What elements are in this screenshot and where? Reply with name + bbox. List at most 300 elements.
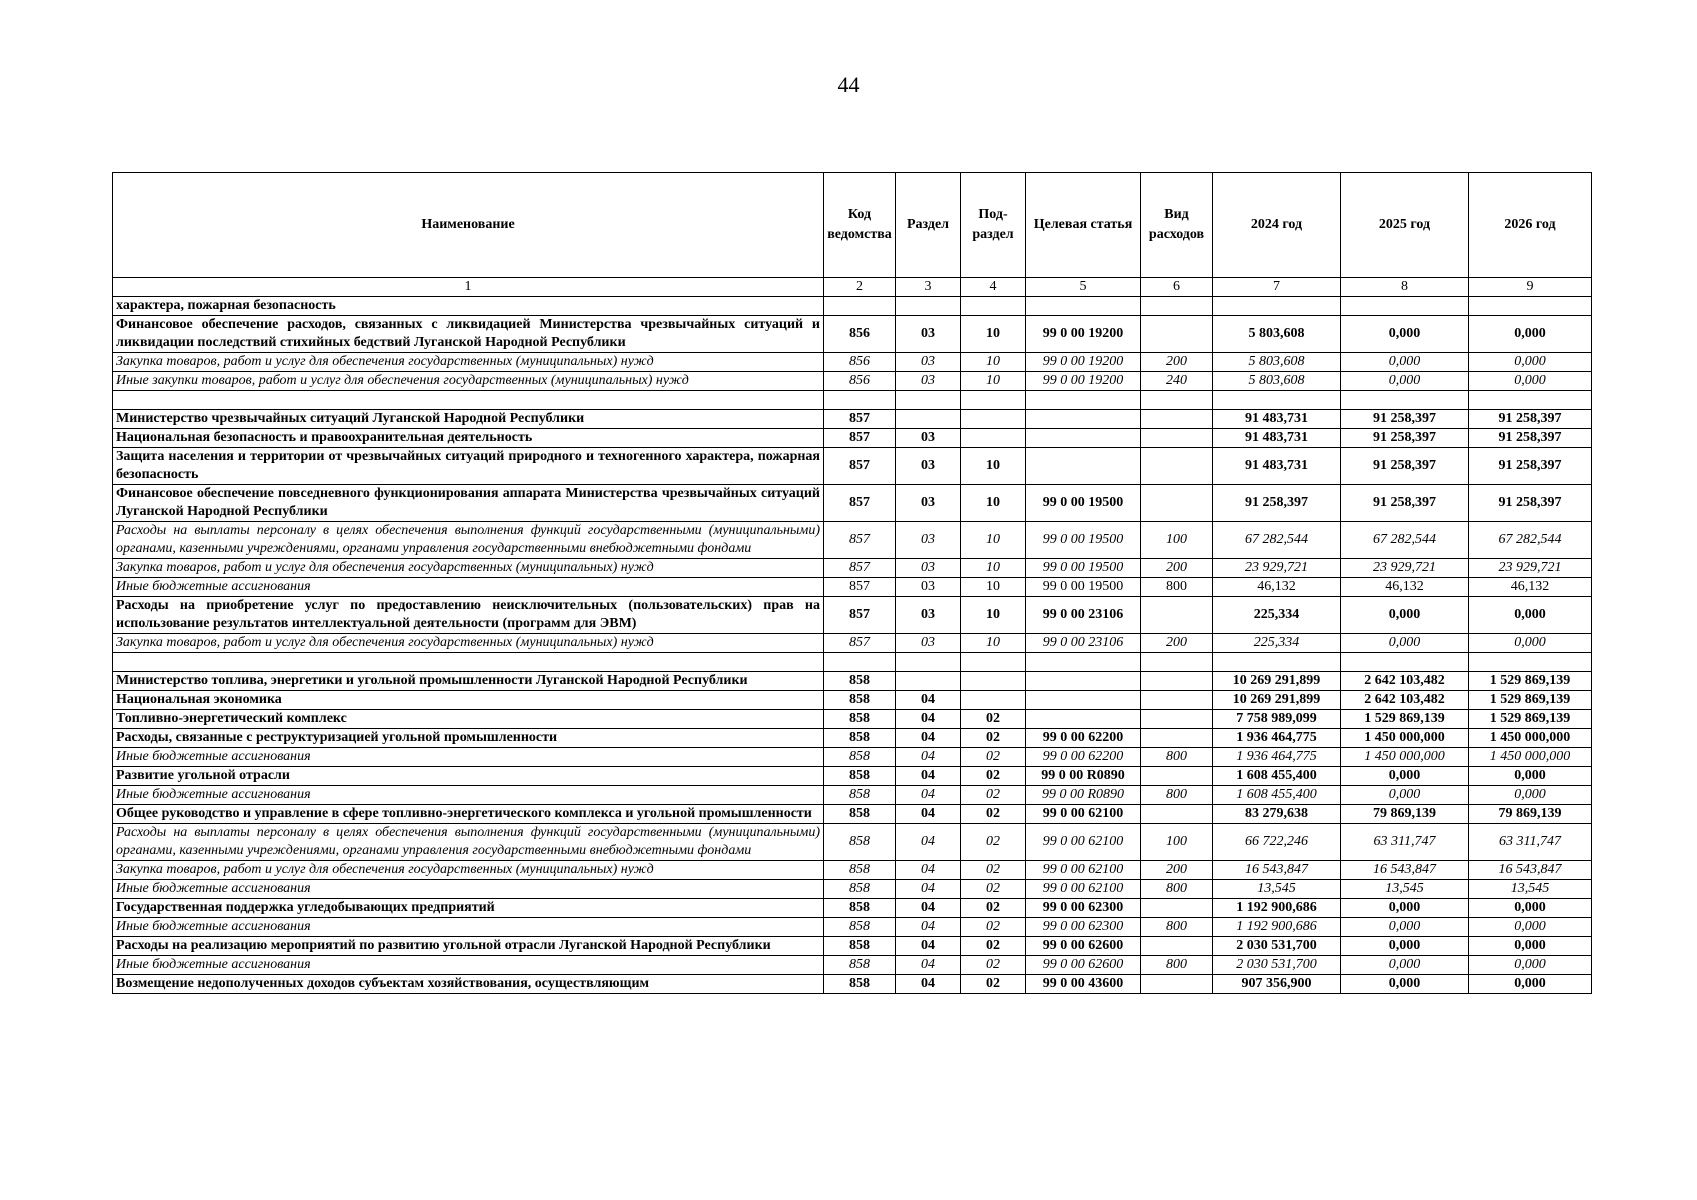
row-subsection: 02 <box>961 805 1026 824</box>
header-year-2026: 2026 год <box>1469 173 1592 278</box>
row-value-2025 <box>1341 653 1469 672</box>
row-name: Защита населения и территории от чрезвычайных ситуаций природного и техногенного характера, пожарная безопасность <box>113 448 824 485</box>
row-dept-code: 858 <box>824 918 896 937</box>
row-value-2024: 1 192 900,686 <box>1213 918 1341 937</box>
row-expense-kind <box>1141 710 1213 729</box>
row-name: Финансовое обеспечение расходов, связанных с ликвидацией Министерства чрезвычайных ситуаций и ликвидации последствий стихийных бедствий Луганской Народной Республики <box>113 316 824 353</box>
row-expense-kind <box>1141 767 1213 786</box>
row-value-2026: 0,000 <box>1469 372 1592 391</box>
table-row <box>113 578 1592 597</box>
row-name <box>113 653 824 672</box>
blank-row <box>113 391 1592 410</box>
row-value-2024: 91 258,397 <box>1213 485 1341 522</box>
row-value-2025: 0,000 <box>1341 316 1469 353</box>
row-value-2026: 1 529 869,139 <box>1469 672 1592 691</box>
row-target-article <box>1026 391 1141 410</box>
row-target-article <box>1026 448 1141 485</box>
row-value-2024: 10 269 291,899 <box>1213 691 1341 710</box>
table-body <box>113 297 1592 994</box>
row-dept-code: 857 <box>824 597 896 634</box>
row-dept-code: 858 <box>824 824 896 861</box>
row-section: 03 <box>896 316 961 353</box>
table-row <box>113 918 1592 937</box>
row-value-2025: 0,000 <box>1341 634 1469 653</box>
column-number: 7 <box>1213 278 1341 297</box>
row-section: 04 <box>896 767 961 786</box>
row-value-2024 <box>1213 297 1341 316</box>
row-target-article: 99 0 00 23106 <box>1026 634 1141 653</box>
row-section <box>896 672 961 691</box>
row-value-2026: 79 869,139 <box>1469 805 1592 824</box>
row-value-2025: 0,000 <box>1341 975 1469 994</box>
row-expense-kind <box>1141 729 1213 748</box>
table-row <box>113 748 1592 767</box>
row-section: 03 <box>896 372 961 391</box>
row-value-2024: 5 803,608 <box>1213 316 1341 353</box>
row-name: Иные бюджетные ассигнования <box>113 748 824 767</box>
table-row <box>113 429 1592 448</box>
row-value-2026: 46,132 <box>1469 578 1592 597</box>
row-section: 04 <box>896 880 961 899</box>
row-value-2026: 1 529 869,139 <box>1469 710 1592 729</box>
table-row <box>113 316 1592 353</box>
row-value-2024: 91 483,731 <box>1213 410 1341 429</box>
row-name: Министерство топлива, энергетики и угольной промышленности Луганской Народной Республики <box>113 672 824 691</box>
row-target-article: 99 0 00 62600 <box>1026 956 1141 975</box>
column-number-row <box>113 278 1592 297</box>
row-value-2026: 63 311,747 <box>1469 824 1592 861</box>
row-section: 03 <box>896 485 961 522</box>
row-section: 04 <box>896 956 961 975</box>
row-value-2024: 907 356,900 <box>1213 975 1341 994</box>
column-number: 5 <box>1026 278 1141 297</box>
row-target-article: 99 0 00 43600 <box>1026 975 1141 994</box>
row-expense-kind <box>1141 391 1213 410</box>
row-subsection: 02 <box>961 956 1026 975</box>
row-name <box>113 391 824 410</box>
row-dept-code: 856 <box>824 353 896 372</box>
row-target-article: 99 0 00 62300 <box>1026 899 1141 918</box>
row-value-2026: 0,000 <box>1469 937 1592 956</box>
table-row <box>113 899 1592 918</box>
row-name: Расходы на приобретение услуг по предоставлению неисключительных (пользовательских) прав на использование результатов интеллектуальной деятельности (программ для ЭВМ) <box>113 597 824 634</box>
row-subsection: 10 <box>961 597 1026 634</box>
column-number: 6 <box>1141 278 1213 297</box>
row-value-2026: 0,000 <box>1469 899 1592 918</box>
row-value-2024: 91 483,731 <box>1213 429 1341 448</box>
row-name: Расходы на реализацию мероприятий по развитию угольной отрасли Луганской Народной Республики <box>113 937 824 956</box>
row-section: 03 <box>896 353 961 372</box>
row-target-article: 99 0 00 R0890 <box>1026 786 1141 805</box>
row-section: 04 <box>896 786 961 805</box>
row-expense-kind <box>1141 653 1213 672</box>
row-expense-kind: 800 <box>1141 956 1213 975</box>
row-target-article: 99 0 00 62300 <box>1026 918 1141 937</box>
table-row <box>113 937 1592 956</box>
row-name: Иные бюджетные ассигнования <box>113 578 824 597</box>
row-target-article: 99 0 00 62100 <box>1026 880 1141 899</box>
row-subsection <box>961 391 1026 410</box>
row-name: Развитие угольной отрасли <box>113 767 824 786</box>
blank-row <box>113 653 1592 672</box>
row-value-2025: 46,132 <box>1341 578 1469 597</box>
row-dept-code: 858 <box>824 691 896 710</box>
row-section: 04 <box>896 729 961 748</box>
row-expense-kind <box>1141 937 1213 956</box>
row-subsection: 02 <box>961 937 1026 956</box>
row-expense-kind <box>1141 448 1213 485</box>
row-value-2024: 16 543,847 <box>1213 861 1341 880</box>
row-value-2025: 0,000 <box>1341 786 1469 805</box>
row-dept-code: 858 <box>824 899 896 918</box>
row-value-2025: 0,000 <box>1341 597 1469 634</box>
table-row <box>113 975 1592 994</box>
row-target-article <box>1026 429 1141 448</box>
row-target-article: 99 0 00 R0890 <box>1026 767 1141 786</box>
row-target-article: 99 0 00 19200 <box>1026 353 1141 372</box>
row-name: Закупка товаров, работ и услуг для обеспечения государственных (муниципальных) нужд <box>113 861 824 880</box>
row-name: Иные бюджетные ассигнования <box>113 786 824 805</box>
row-subsection: 10 <box>961 634 1026 653</box>
row-target-article: 99 0 00 19500 <box>1026 559 1141 578</box>
row-target-article <box>1026 691 1141 710</box>
row-expense-kind: 100 <box>1141 522 1213 559</box>
row-section: 04 <box>896 899 961 918</box>
row-target-article: 99 0 00 62100 <box>1026 805 1141 824</box>
row-value-2025: 0,000 <box>1341 353 1469 372</box>
row-value-2024: 5 803,608 <box>1213 353 1341 372</box>
row-expense-kind: 800 <box>1141 748 1213 767</box>
row-name: Иные бюджетные ассигнования <box>113 880 824 899</box>
row-value-2026: 1 450 000,000 <box>1469 748 1592 767</box>
row-value-2025: 91 258,397 <box>1341 410 1469 429</box>
row-dept-code: 857 <box>824 578 896 597</box>
row-section: 03 <box>896 597 961 634</box>
row-value-2026: 91 258,397 <box>1469 410 1592 429</box>
column-number: 9 <box>1469 278 1592 297</box>
row-value-2025: 1 450 000,000 <box>1341 729 1469 748</box>
row-value-2026: 91 258,397 <box>1469 485 1592 522</box>
row-name: Национальная экономика <box>113 691 824 710</box>
row-expense-kind: 200 <box>1141 861 1213 880</box>
row-value-2024: 23 929,721 <box>1213 559 1341 578</box>
row-expense-kind: 800 <box>1141 880 1213 899</box>
table-row <box>113 522 1592 559</box>
table-row <box>113 786 1592 805</box>
row-expense-kind: 100 <box>1141 824 1213 861</box>
row-target-article: 99 0 00 62600 <box>1026 937 1141 956</box>
table-row <box>113 410 1592 429</box>
row-name: Закупка товаров, работ и услуг для обеспечения государственных (муниципальных) нужд <box>113 559 824 578</box>
row-dept-code: 858 <box>824 975 896 994</box>
table-row <box>113 880 1592 899</box>
row-target-article: 99 0 00 62200 <box>1026 748 1141 767</box>
row-value-2024: 1 936 464,775 <box>1213 729 1341 748</box>
row-expense-kind: 800 <box>1141 786 1213 805</box>
row-target-article: 99 0 00 19500 <box>1026 578 1141 597</box>
row-subsection: 02 <box>961 899 1026 918</box>
row-expense-kind <box>1141 316 1213 353</box>
table-row <box>113 297 1592 316</box>
table-row <box>113 767 1592 786</box>
row-value-2025: 63 311,747 <box>1341 824 1469 861</box>
row-value-2026 <box>1469 391 1592 410</box>
row-target-article: 99 0 00 19500 <box>1026 485 1141 522</box>
row-name: Общее руководство и управление в сфере топливно-энергетического комплекса и угольной промышленности <box>113 805 824 824</box>
row-section <box>896 410 961 429</box>
row-value-2026: 0,000 <box>1469 353 1592 372</box>
row-name: Национальная безопасность и правоохранительная деятельность <box>113 429 824 448</box>
row-value-2024: 1 608 455,400 <box>1213 767 1341 786</box>
row-value-2025: 91 258,397 <box>1341 429 1469 448</box>
row-value-2026: 91 258,397 <box>1469 448 1592 485</box>
row-value-2024: 1 192 900,686 <box>1213 899 1341 918</box>
table-row <box>113 805 1592 824</box>
row-target-article <box>1026 672 1141 691</box>
row-subsection: 10 <box>961 353 1026 372</box>
table-row <box>113 353 1592 372</box>
row-section: 04 <box>896 937 961 956</box>
row-subsection: 02 <box>961 880 1026 899</box>
row-value-2026: 0,000 <box>1469 634 1592 653</box>
row-subsection: 02 <box>961 824 1026 861</box>
row-dept-code: 857 <box>824 559 896 578</box>
row-section: 04 <box>896 805 961 824</box>
row-value-2024: 7 758 989,099 <box>1213 710 1341 729</box>
row-value-2026: 13,545 <box>1469 880 1592 899</box>
row-value-2026: 0,000 <box>1469 786 1592 805</box>
row-dept-code: 858 <box>824 786 896 805</box>
header-expense-kind: Вид расходов <box>1141 173 1213 278</box>
row-section: 03 <box>896 522 961 559</box>
row-dept-code: 857 <box>824 634 896 653</box>
row-value-2025 <box>1341 297 1469 316</box>
row-section: 03 <box>896 429 961 448</box>
row-value-2024: 10 269 291,899 <box>1213 672 1341 691</box>
row-expense-kind <box>1141 805 1213 824</box>
row-subsection: 10 <box>961 578 1026 597</box>
row-name: Иные закупки товаров, работ и услуг для обеспечения государственных (муниципальных) нужд <box>113 372 824 391</box>
row-subsection <box>961 429 1026 448</box>
row-dept-code: 858 <box>824 710 896 729</box>
row-value-2024: 5 803,608 <box>1213 372 1341 391</box>
row-value-2026: 0,000 <box>1469 767 1592 786</box>
table-row <box>113 672 1592 691</box>
row-value-2025: 0,000 <box>1341 937 1469 956</box>
row-value-2026: 1 529 869,139 <box>1469 691 1592 710</box>
row-dept-code <box>824 653 896 672</box>
row-dept-code <box>824 297 896 316</box>
row-value-2026: 0,000 <box>1469 597 1592 634</box>
row-value-2026: 91 258,397 <box>1469 429 1592 448</box>
row-dept-code: 858 <box>824 767 896 786</box>
row-dept-code: 858 <box>824 956 896 975</box>
row-expense-kind <box>1141 429 1213 448</box>
row-subsection: 02 <box>961 767 1026 786</box>
row-value-2026: 0,000 <box>1469 975 1592 994</box>
header-year-2025: 2025 год <box>1341 173 1469 278</box>
row-section: 04 <box>896 824 961 861</box>
row-target-article: 99 0 00 19500 <box>1026 522 1141 559</box>
row-subsection <box>961 672 1026 691</box>
row-name: Расходы на выплаты персоналу в целях обеспечения выполнения функций государственными (муниципальными) органами, казенными учреждениями, органами управления государственными внебюджетными фондами <box>113 522 824 559</box>
row-value-2024: 2 030 531,700 <box>1213 937 1341 956</box>
row-expense-kind: 800 <box>1141 918 1213 937</box>
page-number: 44 <box>837 72 860 97</box>
row-dept-code: 858 <box>824 729 896 748</box>
row-expense-kind: 200 <box>1141 559 1213 578</box>
row-subsection <box>961 691 1026 710</box>
row-name: Министерство чрезвычайных ситуаций Луганской Народной Республики <box>113 410 824 429</box>
row-name: Расходы, связанные с реструктуризацией угольной промышленности <box>113 729 824 748</box>
row-expense-kind: 240 <box>1141 372 1213 391</box>
row-subsection: 10 <box>961 448 1026 485</box>
row-expense-kind <box>1141 691 1213 710</box>
row-value-2025: 13,545 <box>1341 880 1469 899</box>
row-expense-kind <box>1141 297 1213 316</box>
column-number: 8 <box>1341 278 1469 297</box>
row-expense-kind <box>1141 975 1213 994</box>
row-value-2026: 0,000 <box>1469 956 1592 975</box>
row-subsection: 02 <box>961 786 1026 805</box>
row-section: 04 <box>896 918 961 937</box>
table-row <box>113 485 1592 522</box>
header-target-article: Целевая статья <box>1026 173 1141 278</box>
row-expense-kind: 200 <box>1141 353 1213 372</box>
row-value-2026 <box>1469 297 1592 316</box>
row-expense-kind: 200 <box>1141 634 1213 653</box>
header-row <box>113 173 1592 278</box>
row-value-2025: 16 543,847 <box>1341 861 1469 880</box>
row-dept-code: 858 <box>824 672 896 691</box>
row-target-article <box>1026 653 1141 672</box>
row-value-2026: 23 929,721 <box>1469 559 1592 578</box>
row-section <box>896 297 961 316</box>
table-row <box>113 448 1592 485</box>
row-value-2025: 67 282,544 <box>1341 522 1469 559</box>
table-row <box>113 559 1592 578</box>
row-value-2025: 0,000 <box>1341 767 1469 786</box>
row-subsection: 10 <box>961 559 1026 578</box>
row-value-2025: 0,000 <box>1341 899 1469 918</box>
header-dept-code: Код ведомства <box>824 173 896 278</box>
row-subsection: 02 <box>961 918 1026 937</box>
row-dept-code: 857 <box>824 522 896 559</box>
row-section: 04 <box>896 861 961 880</box>
table-row <box>113 634 1592 653</box>
row-dept-code: 857 <box>824 410 896 429</box>
row-subsection <box>961 410 1026 429</box>
header-section: Раздел <box>896 173 961 278</box>
row-subsection <box>961 653 1026 672</box>
row-value-2024: 83 279,638 <box>1213 805 1341 824</box>
row-target-article <box>1026 297 1141 316</box>
header-name: Наименование <box>113 173 824 278</box>
row-value-2024: 225,334 <box>1213 597 1341 634</box>
row-section: 03 <box>896 559 961 578</box>
row-section: 04 <box>896 975 961 994</box>
row-section: 04 <box>896 691 961 710</box>
row-name: Иные бюджетные ассигнования <box>113 956 824 975</box>
table-row <box>113 824 1592 861</box>
row-target-article: 99 0 00 19200 <box>1026 316 1141 353</box>
row-subsection: 02 <box>961 975 1026 994</box>
row-value-2025: 91 258,397 <box>1341 485 1469 522</box>
row-value-2026: 0,000 <box>1469 918 1592 937</box>
row-value-2026: 67 282,544 <box>1469 522 1592 559</box>
row-dept-code: 858 <box>824 861 896 880</box>
row-value-2024: 67 282,544 <box>1213 522 1341 559</box>
row-value-2024: 13,545 <box>1213 880 1341 899</box>
table-row <box>113 710 1592 729</box>
row-expense-kind: 800 <box>1141 578 1213 597</box>
row-name: Возмещение недополученных доходов субъектам хозяйствования, осуществляющим <box>113 975 824 994</box>
row-value-2024: 2 030 531,700 <box>1213 956 1341 975</box>
row-target-article: 99 0 00 62100 <box>1026 824 1141 861</box>
row-section: 03 <box>896 448 961 485</box>
row-expense-kind <box>1141 899 1213 918</box>
row-subsection: 02 <box>961 861 1026 880</box>
column-number: 2 <box>824 278 896 297</box>
row-value-2024: 1 608 455,400 <box>1213 786 1341 805</box>
row-dept-code: 858 <box>824 880 896 899</box>
row-value-2024 <box>1213 653 1341 672</box>
row-value-2025: 1 529 869,139 <box>1341 710 1469 729</box>
row-expense-kind <box>1141 672 1213 691</box>
row-subsection: 10 <box>961 522 1026 559</box>
column-number: 3 <box>896 278 961 297</box>
table-row <box>113 861 1592 880</box>
row-value-2025: 23 929,721 <box>1341 559 1469 578</box>
column-number: 1 <box>113 278 824 297</box>
row-dept-code: 857 <box>824 448 896 485</box>
row-value-2024: 1 936 464,775 <box>1213 748 1341 767</box>
row-section: 04 <box>896 748 961 767</box>
row-section <box>896 391 961 410</box>
row-dept-code: 858 <box>824 805 896 824</box>
row-subsection: 02 <box>961 748 1026 767</box>
table-row <box>113 597 1592 634</box>
row-name: Иные бюджетные ассигнования <box>113 918 824 937</box>
row-value-2026: 0,000 <box>1469 316 1592 353</box>
row-value-2025: 2 642 103,482 <box>1341 672 1469 691</box>
row-expense-kind <box>1141 597 1213 634</box>
table-row <box>113 729 1592 748</box>
row-dept-code: 857 <box>824 485 896 522</box>
row-section <box>896 653 961 672</box>
column-number: 4 <box>961 278 1026 297</box>
row-target-article: 99 0 00 23106 <box>1026 597 1141 634</box>
row-value-2024: 225,334 <box>1213 634 1341 653</box>
row-expense-kind <box>1141 485 1213 522</box>
row-target-article: 99 0 00 19200 <box>1026 372 1141 391</box>
row-subsection: 10 <box>961 372 1026 391</box>
row-target-article <box>1026 410 1141 429</box>
row-subsection: 02 <box>961 729 1026 748</box>
row-name: Государственная поддержка угледобывающих предприятий <box>113 899 824 918</box>
row-value-2024 <box>1213 391 1341 410</box>
row-value-2024: 91 483,731 <box>1213 448 1341 485</box>
row-name: Финансовое обеспечение повседневного функционирования аппарата Министерства чрезвычайных ситуаций Луганской Народной Республики <box>113 485 824 522</box>
row-name: Расходы на выплаты персоналу в целях обеспечения выполнения функций государственными (муниципальными) органами, казенными учреждениями, органами управления государственными внебюджетными фондами <box>113 824 824 861</box>
row-dept-code: 856 <box>824 316 896 353</box>
row-section: 03 <box>896 634 961 653</box>
row-value-2025: 2 642 103,482 <box>1341 691 1469 710</box>
row-name: Топливно-энергетический комплекс <box>113 710 824 729</box>
row-value-2025: 0,000 <box>1341 372 1469 391</box>
row-subsection: 02 <box>961 710 1026 729</box>
header-year-2024: 2024 год <box>1213 173 1341 278</box>
